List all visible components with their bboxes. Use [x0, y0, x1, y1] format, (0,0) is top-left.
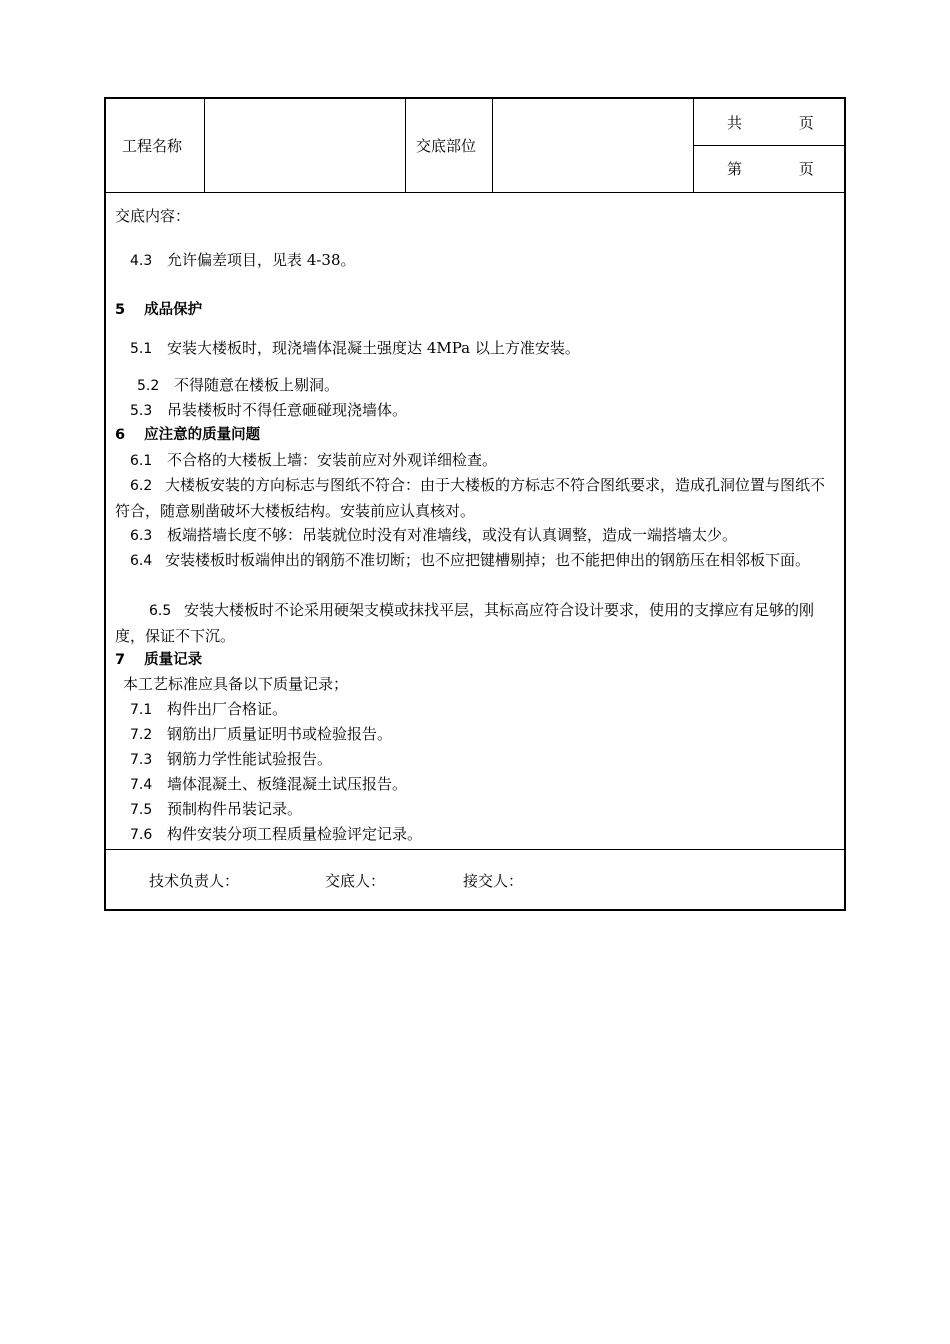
item-number: 7.2	[130, 727, 153, 743]
footer-top-line	[106, 849, 844, 850]
header-divider-4	[693, 99, 694, 193]
content-heading: 交底内容：	[115, 207, 191, 225]
handover-part-value[interactable]	[502, 136, 682, 156]
header-divider-2	[405, 99, 406, 193]
item-5-2	[137, 375, 339, 396]
page-label: 第	[727, 160, 743, 178]
project-name-label: 工程名称	[122, 137, 183, 155]
item-text: 构件安装分项工程质量检验评定记录。	[167, 825, 423, 843]
item-number: 5.2	[137, 378, 160, 394]
total-pages-cell	[727, 113, 814, 133]
project-name-value[interactable]	[214, 136, 394, 156]
section-title: 应注意的质量问题	[144, 427, 261, 443]
handover-form	[104, 97, 846, 911]
item-text: 安装大楼板时，现浇墙体混凝土强度达 4MPa 以上方准安装。	[167, 339, 580, 357]
item-5-3	[130, 400, 407, 421]
page-unit: 页	[798, 160, 814, 178]
header-divider-1	[204, 99, 205, 193]
item-number: 5.3	[130, 403, 153, 419]
item-7-intro: 本工艺标准应具备以下质量记录；	[123, 675, 349, 693]
item-number: 7.4	[130, 777, 153, 793]
item-text: 大楼板安装的方向标志与图纸不符合：由于大楼板的方标志不符合图纸要求，造成孔洞位置与图纸不符合，随意剔凿破坏大楼板结构。安装前应认真核对。	[115, 476, 826, 520]
item-number: 6.1	[130, 453, 153, 469]
header-bottom-line	[106, 192, 844, 193]
item-6-3	[130, 525, 737, 546]
total-label: 共	[727, 114, 743, 132]
item-number: 5.1	[130, 341, 153, 357]
item-number: 7.3	[130, 752, 153, 768]
item-4-3	[130, 250, 356, 271]
item-7-2	[130, 724, 392, 745]
item-number: 7.1	[130, 702, 153, 718]
section-7-heading	[115, 650, 202, 670]
item-text: 墙体混凝土、板缝混凝土试压报告。	[167, 775, 408, 793]
item-5-1	[130, 338, 580, 359]
item-number: 7.5	[130, 802, 153, 818]
item-7-5	[130, 799, 302, 820]
page-number-cell	[727, 159, 814, 179]
received-by-label: 接交人：	[463, 872, 524, 890]
item-text: 安装楼板时板端伸出的钢筋不准切断；也不应把键槽剔掉；也不能把伸出的钢筋压在相邻板下面。	[165, 551, 811, 569]
item-6-2	[115, 473, 840, 524]
item-6-4	[115, 548, 840, 574]
item-7-3	[130, 749, 332, 770]
item-6-5	[115, 598, 840, 649]
section-6-heading	[115, 425, 260, 445]
item-text: 安装大楼板时不论采用硬架支模或抹找平层，其标高应符合设计要求，使用的支撑应有足够的刚度，保证不下沉。	[115, 601, 815, 645]
item-text: 钢筋出厂质量证明书或检验报告。	[167, 725, 393, 743]
item-number: 4.3	[130, 253, 153, 269]
item-number: 6.5	[149, 603, 172, 619]
item-number: 7.6	[130, 827, 153, 843]
total-page-unit: 页	[798, 114, 814, 132]
section-number: 5	[115, 302, 126, 318]
handover-part-label: 交底部位	[416, 137, 477, 155]
item-7-4	[130, 774, 407, 795]
item-text: 构件出厂合格证。	[167, 700, 288, 718]
item-7-1	[130, 699, 287, 720]
page-cell-divider	[693, 145, 844, 146]
item-6-1	[130, 450, 497, 471]
item-text: 允许偏差项目，见表 4-38。	[167, 251, 356, 269]
item-number: 6.3	[130, 528, 153, 544]
item-number: 6.4	[130, 553, 153, 569]
section-number: 7	[115, 652, 126, 668]
section-number: 6	[115, 427, 126, 443]
item-text: 不得随意在楼板上剔洞。	[174, 376, 340, 394]
item-text: 板端搭墙长度不够：吊装就位时没有对准墙线，或没有认真调整，造成一端搭墙太少。	[167, 526, 738, 544]
item-text: 吊装楼板时不得任意砸碰现浇墙体。	[167, 401, 408, 419]
tech-lead-label: 技术负责人：	[149, 872, 240, 890]
item-text: 预制构件吊装记录。	[167, 800, 303, 818]
section-5-heading	[115, 300, 202, 320]
item-text: 不合格的大楼板上墙：安装前应对外观详细检查。	[167, 451, 498, 469]
item-number: 6.2	[130, 478, 153, 494]
section-title: 质量记录	[144, 652, 203, 668]
header-divider-3	[492, 99, 493, 193]
handover-by-label: 交底人：	[325, 872, 386, 890]
item-text: 钢筋力学性能试验报告。	[167, 750, 333, 768]
section-title: 成品保护	[144, 302, 203, 318]
item-7-6	[130, 824, 422, 845]
